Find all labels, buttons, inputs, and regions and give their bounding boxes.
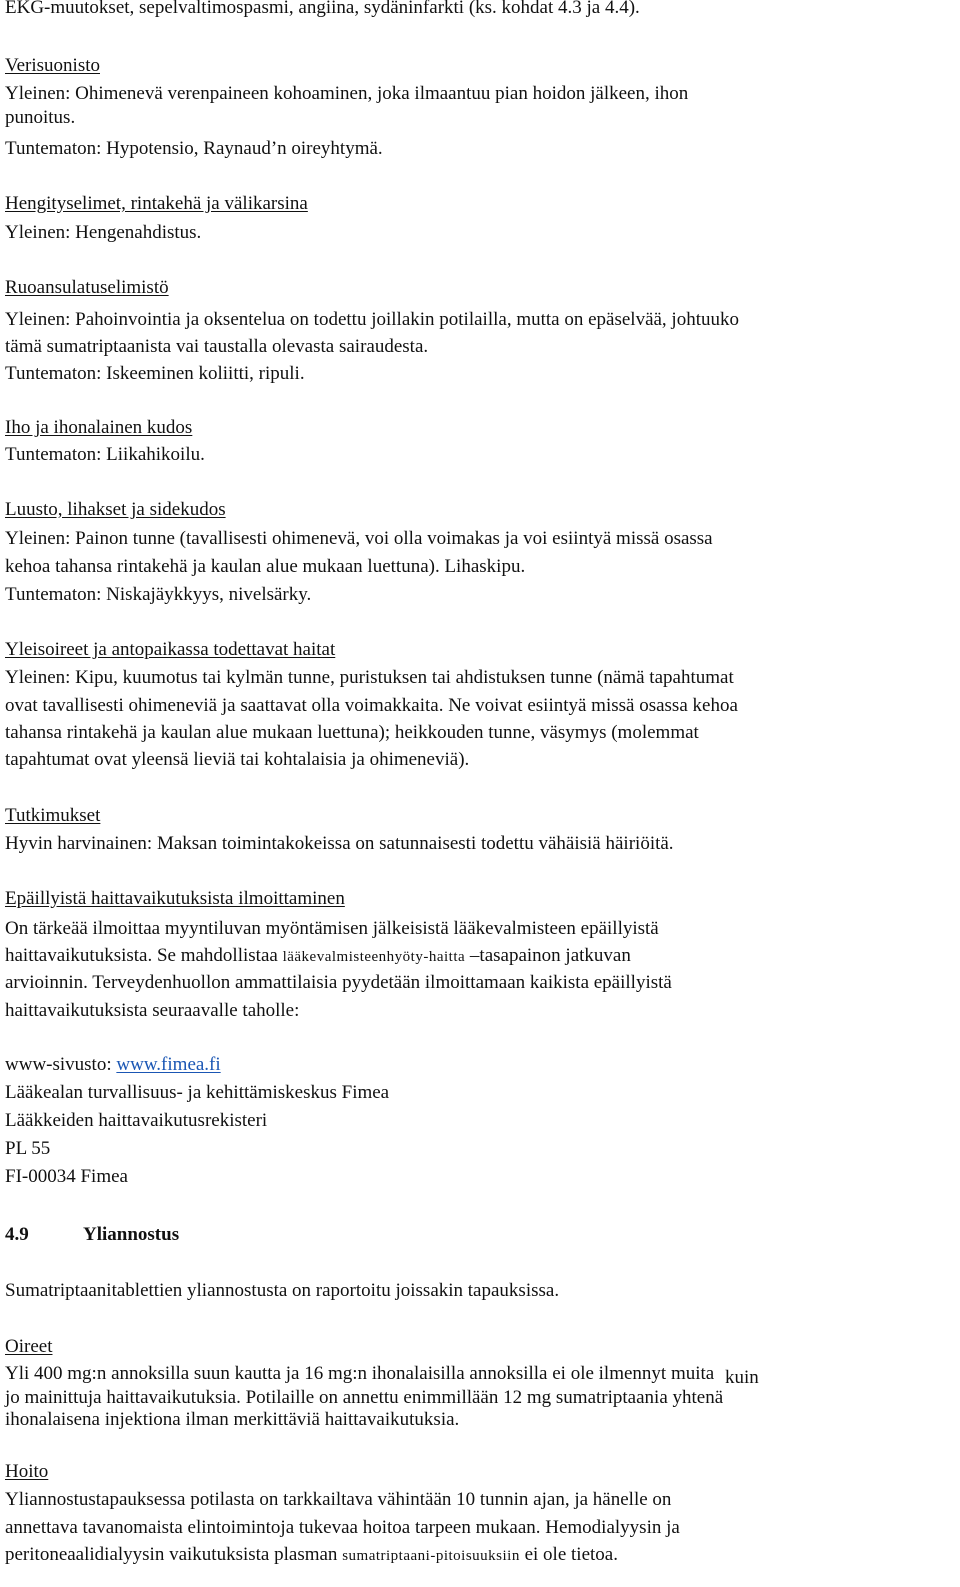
ilmoittaminen-line-2-start: haittavaikutuksista. Se mahdollistaa xyxy=(5,945,283,966)
contact-web-label: www-sivusto: xyxy=(5,1054,117,1075)
heading-luusto: Luusto, lihakset ja sidekudos xyxy=(5,499,226,520)
hoito-line-2: annettava tavanomaista elintoimintoja tukevaa hoitoa tarpeen mukaan. Hemodialyysin ja xyxy=(5,1517,680,1538)
ilmoittaminen-line-2-end: –tasapainon jatkuvan xyxy=(465,945,631,966)
ilmoittaminen-line-2-term: lääkevalmisteenhyöty-haitta xyxy=(282,949,466,965)
hengityselimet-line-1: Yleinen: Hengenahdistus. xyxy=(5,222,202,243)
heading-yleisoireet: Yleisoireet ja antopaikassa todettavat haitat xyxy=(5,639,336,660)
heading-iho: Iho ja ihonalainen kudos xyxy=(5,417,193,438)
verisuonisto-line-2: punoitus. xyxy=(5,107,76,128)
oireet-line-3: ihonalaisena injektiona ilman merkittäviä haittavaikutuksia. xyxy=(5,1409,460,1430)
ilmoittaminen-line-1: On tärkeää ilmoittaa myyntiluvan myöntämisen jälkeisistä lääkevalmisteen epäillyistä xyxy=(5,918,659,939)
luusto-line-3: Tuntematon: Niskajäykkyys, nivelsärky. xyxy=(5,584,312,605)
ruoansulatus-line-1: Yleinen: Pahoinvointia ja oksentelua on todettu joillakin potilailla, mutta on epäselvää, johtuuko xyxy=(5,309,739,330)
tutkimukset-line-1: Hyvin harvinainen: Maksan toimintakokeissa on satunnaisesti todettu vähäisiä häiriöitä. xyxy=(5,833,674,854)
hoito-line-3-start: peritoneaalidialyysin vaikutuksista plasman xyxy=(5,1544,343,1565)
yleisoireet-line-4: tapahtumat ovat yleensä lieviä tai kohtalaisia ja ohimeneviä). xyxy=(5,749,470,770)
oireet-line-2: jo mainittuja haittavaikutuksia. Potilaille on annettu enimmillään 12 mg sumatriptaania yhtenä xyxy=(5,1387,724,1408)
verisuonisto-line-3: Tuntematon: Hypotensio, Raynaud’n oireyhtymä. xyxy=(5,138,383,159)
contact-web-line xyxy=(5,1051,221,1079)
hoito-line-3-end: ei ole tietoa. xyxy=(519,1544,618,1565)
heading-ilmoittaminen: Epäillyistä haittavaikutuksista ilmoittaminen xyxy=(5,888,345,909)
yleisoireet-line-1: Yleinen: Kipu, kuumotus tai kylmän tunne, puristuksen tai ahdistuksen tunne (nämä tapahtumat xyxy=(5,667,734,688)
heading-verisuonisto: Verisuonisto xyxy=(5,55,100,76)
hoito-line-3 xyxy=(5,1541,618,1570)
contact-register: Lääkkeiden haittavaikutusrekisteri xyxy=(5,1110,268,1131)
heading-hengityselimet: Hengityselimet, rintakehä ja välikarsina xyxy=(5,193,308,214)
oireet-line-1-end: kuin xyxy=(724,1367,759,1388)
contact-postal-code: FI-00034 Fimea xyxy=(5,1166,128,1187)
heading-oireet: Oireet xyxy=(5,1336,53,1357)
hoito-line-1: Yliannostustapauksessa potilasta on tarkkailtava vähintään 10 tunnin ajan, ja hänelle on xyxy=(5,1489,672,1510)
ilmoittaminen-line-2 xyxy=(5,942,631,971)
yleisoireet-line-2: ovat tavallisesti ohimeneviä ja saattavat olla voimakkaita. Ne voivat esiintyä missä osassa kehoa xyxy=(5,695,738,716)
heading-ruoansulatus: Ruoansulatuselimistö xyxy=(5,277,169,298)
heading-tutkimukset: Tutkimukset xyxy=(5,805,101,826)
ilmoittaminen-line-3: arvioinnin. Terveydenhuollon ammattilaisia pyydetään ilmoittamaan kaikista epäillyistä xyxy=(5,972,672,993)
section-number: 4.9 xyxy=(5,1224,29,1245)
luusto-line-2: kehoa tahansa rintakehä ja kaulan alue mukaan luettuna). Lihaskipu. xyxy=(5,556,526,577)
intro-line: EKG-muutokset, sepelvaltimospasmi, angiina, sydäninfarkti (ks. kohdat 4.3 ja 4.4). xyxy=(5,0,640,18)
yleisoireet-line-3: tahansa rintakehä ja kaulan alue mukaan luettuna); heikkouden tunne, väsymys (molemmat xyxy=(5,722,699,743)
section-title: Yliannostus xyxy=(83,1224,180,1245)
contact-po-box: PL 55 xyxy=(5,1138,51,1159)
fimea-website-link[interactable]: www.fimea.fi xyxy=(116,1054,221,1075)
luusto-line-1: Yleinen: Painon tunne (tavallisesti ohimenevä, voi olla voimakas ja voi esiintyä missä osassa xyxy=(5,528,713,549)
section-intro: Sumatriptaanitablettien yliannostusta on raportoitu joissakin tapauksissa. xyxy=(5,1280,560,1301)
heading-hoito: Hoito xyxy=(5,1461,49,1482)
ilmoittaminen-line-4: haittavaikutuksista seuraavalle taholle: xyxy=(5,1000,300,1021)
verisuonisto-line-1: Yleinen: Ohimenevä verenpaineen kohoaminen, joka ilmaantuu pian hoidon jälkeen, ihon xyxy=(5,83,689,104)
ruoansulatus-line-2: tämä sumatriptaanista vai taustalla olevasta sairaudesta. xyxy=(5,336,429,357)
oireet-line-1-text: Yli 400 mg:n annoksilla suun kautta ja 16 mg:n ihonalaisilla annoksilla ei ole ilmennyt muita xyxy=(5,1363,715,1384)
contact-organization: Lääkealan turvallisuus- ja kehittämiskeskus Fimea xyxy=(5,1082,390,1103)
ruoansulatus-line-3: Tuntematon: Iskeeminen koliitti, ripuli. xyxy=(5,363,305,384)
iho-line-1: Tuntematon: Liikahikoilu. xyxy=(5,444,205,465)
hoito-line-3-term: sumatriptaani-pitoisuuksiin xyxy=(342,1548,520,1564)
